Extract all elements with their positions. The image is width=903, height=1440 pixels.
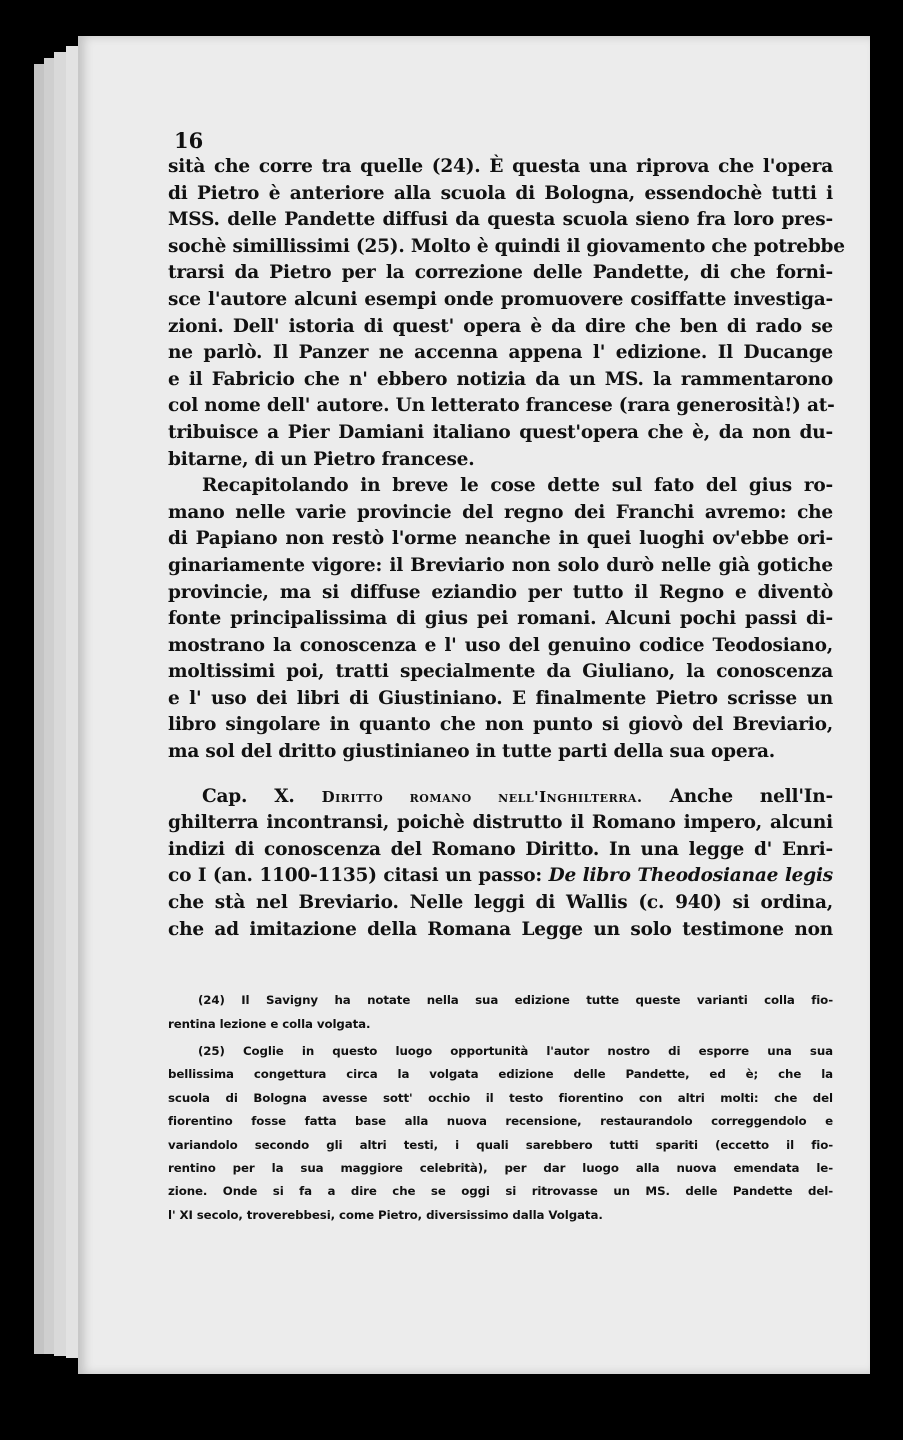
text-span: co I (an. 1100-1135) citasi un passo: (168, 865, 542, 887)
footnotes (168, 989, 833, 1227)
chapter-first-line (168, 784, 833, 811)
footnote-line: rentino per la sua maggiore celebrità), per dar luogo alla nuova emendata le- (168, 1160, 833, 1175)
section-spacer (168, 766, 833, 784)
text-line: e il Fabricio che n' ebbero notizia da un MS. la rammentarono (168, 368, 833, 390)
chapter-heading: Diritto romano nell'Inghilterra. (321, 787, 643, 806)
paragraph (168, 473, 833, 766)
text-line: mostrano la conoscenza e l' uso del genuino codice Teodosiano, (168, 634, 833, 656)
text-line: bitarne, di un Pietro francese. (168, 448, 475, 470)
footnote-line: rentina lezione e colla volgata. (168, 1016, 371, 1031)
text-line: trarsi da Pietro per la correzione delle Pandette, di che forni- (168, 262, 833, 284)
text-line: sochè simillissimi (25). Molto è quindi il giovamento che potrebbe (168, 235, 845, 257)
text-line: sce l'autore alcuni esempi onde promuovere cosiffatte investiga- (168, 288, 833, 310)
footnote-line: (25) Coglie in questo luogo opportunità l'autor nostro di esporre una sua (198, 1044, 833, 1058)
page-content (168, 128, 845, 1227)
text-line: MSS. delle Pandette diffusi da questa scuola sieno fra loro pres- (168, 209, 833, 231)
footnote-line: l' XI secolo, troverebbesi, come Pietro, diversissimo dalla Volgata. (168, 1207, 603, 1222)
text-line: fonte principalissima di gius pei romani. Alcuni pochi passi di- (168, 608, 833, 630)
chapter-label: Cap. X. (202, 785, 295, 807)
cited-title: De libro Theodosianae legis (548, 865, 834, 887)
chapter-section (168, 784, 833, 944)
text-line: col nome dell' autore. Un letterato francese (rara generosità!) at- (168, 395, 835, 417)
text-line: ghilterra incontransi, poichè distrutto il Romano impero, alcuni (168, 812, 833, 834)
footnote-24 (168, 989, 833, 1036)
text-line: tribuisce a Pier Damiani italiano quest'opera che è, da non du- (168, 421, 833, 443)
paragraph (168, 154, 845, 473)
footnote-line: scuola di Bologna avesse sott' occhio il testo fiorentino con altri molti: che del (168, 1090, 833, 1105)
footnote-line: fiorentino fosse fatta base alla nuova recensione, restaurandolo correggendolo e (168, 1114, 833, 1129)
text-line: ne parlò. Il Panzer ne accenna appena l' edizione. Il Ducange (168, 342, 833, 364)
text-line: moltissimi poi, tratti specialmente da Giuliano, la conoscenza (168, 661, 833, 683)
footnote-line: zione. Onde si fa a dire che se oggi si ritrovasse un MS. delle Pandette del- (168, 1184, 833, 1199)
text-line: che stà nel Breviario. Nelle leggi di Wallis (c. 940) si ordina, (168, 892, 833, 914)
text-line: sità che corre tra quelle (24). È questa una riprova che l'opera (168, 156, 833, 177)
text-line: ginariamente vigore: il Breviario non solo durò nelle già gotiche (168, 554, 833, 576)
text-line: libro singolare in quanto che non punto si giovò del Breviario, (168, 714, 833, 736)
text-line: di Papiano non restò l'orme neanche in quei luoghi ov'ebbe ori- (168, 528, 833, 550)
footnote-line: (24) Il Savigny ha notate nella sua edizione tutte queste varianti colla fio- (198, 993, 833, 1008)
text-line: e l' uso dei libri di Giustiniano. E finalmente Pietro scrisse un (168, 687, 833, 709)
text-line: di Pietro è anteriore alla scuola di Bologna, essendochè tutti i (168, 182, 833, 204)
text-line: indizi di conoscenza del Romano Diritto. In una legge d' Enri- (168, 838, 833, 860)
text-line: Recapitolando in breve le cose dette sul fato del gius ro- (202, 475, 833, 497)
text-line: mano nelle varie provincie del regno dei Franchi avremo: che (168, 501, 833, 523)
chapter-first-line-text: Anche nell'In- (669, 785, 833, 807)
footnote-line: bellissima congettura circa la volgata edizione delle Pandette, ed è; che la (168, 1067, 833, 1082)
text-line: ma sol del dritto giustinianeo in tutte parti della sua opera. (168, 741, 776, 763)
footnote-25 (168, 1040, 833, 1227)
footnote-line: variandolo secondo gli altri testi, i quali sarebbero tutti spariti (eccetto il fio- (168, 1137, 833, 1152)
text-line: che ad imitazione della Romana Legge un solo testimone non (168, 918, 833, 940)
text-line-with-citation (168, 863, 833, 890)
text-line: zioni. Dell' istoria di quest' opera è da dire che ben di rado se (168, 315, 833, 337)
text-line: provincie, ma si diffuse eziandio per tutto il Regno e diventò (168, 581, 833, 603)
page-number: 16 (174, 128, 204, 153)
